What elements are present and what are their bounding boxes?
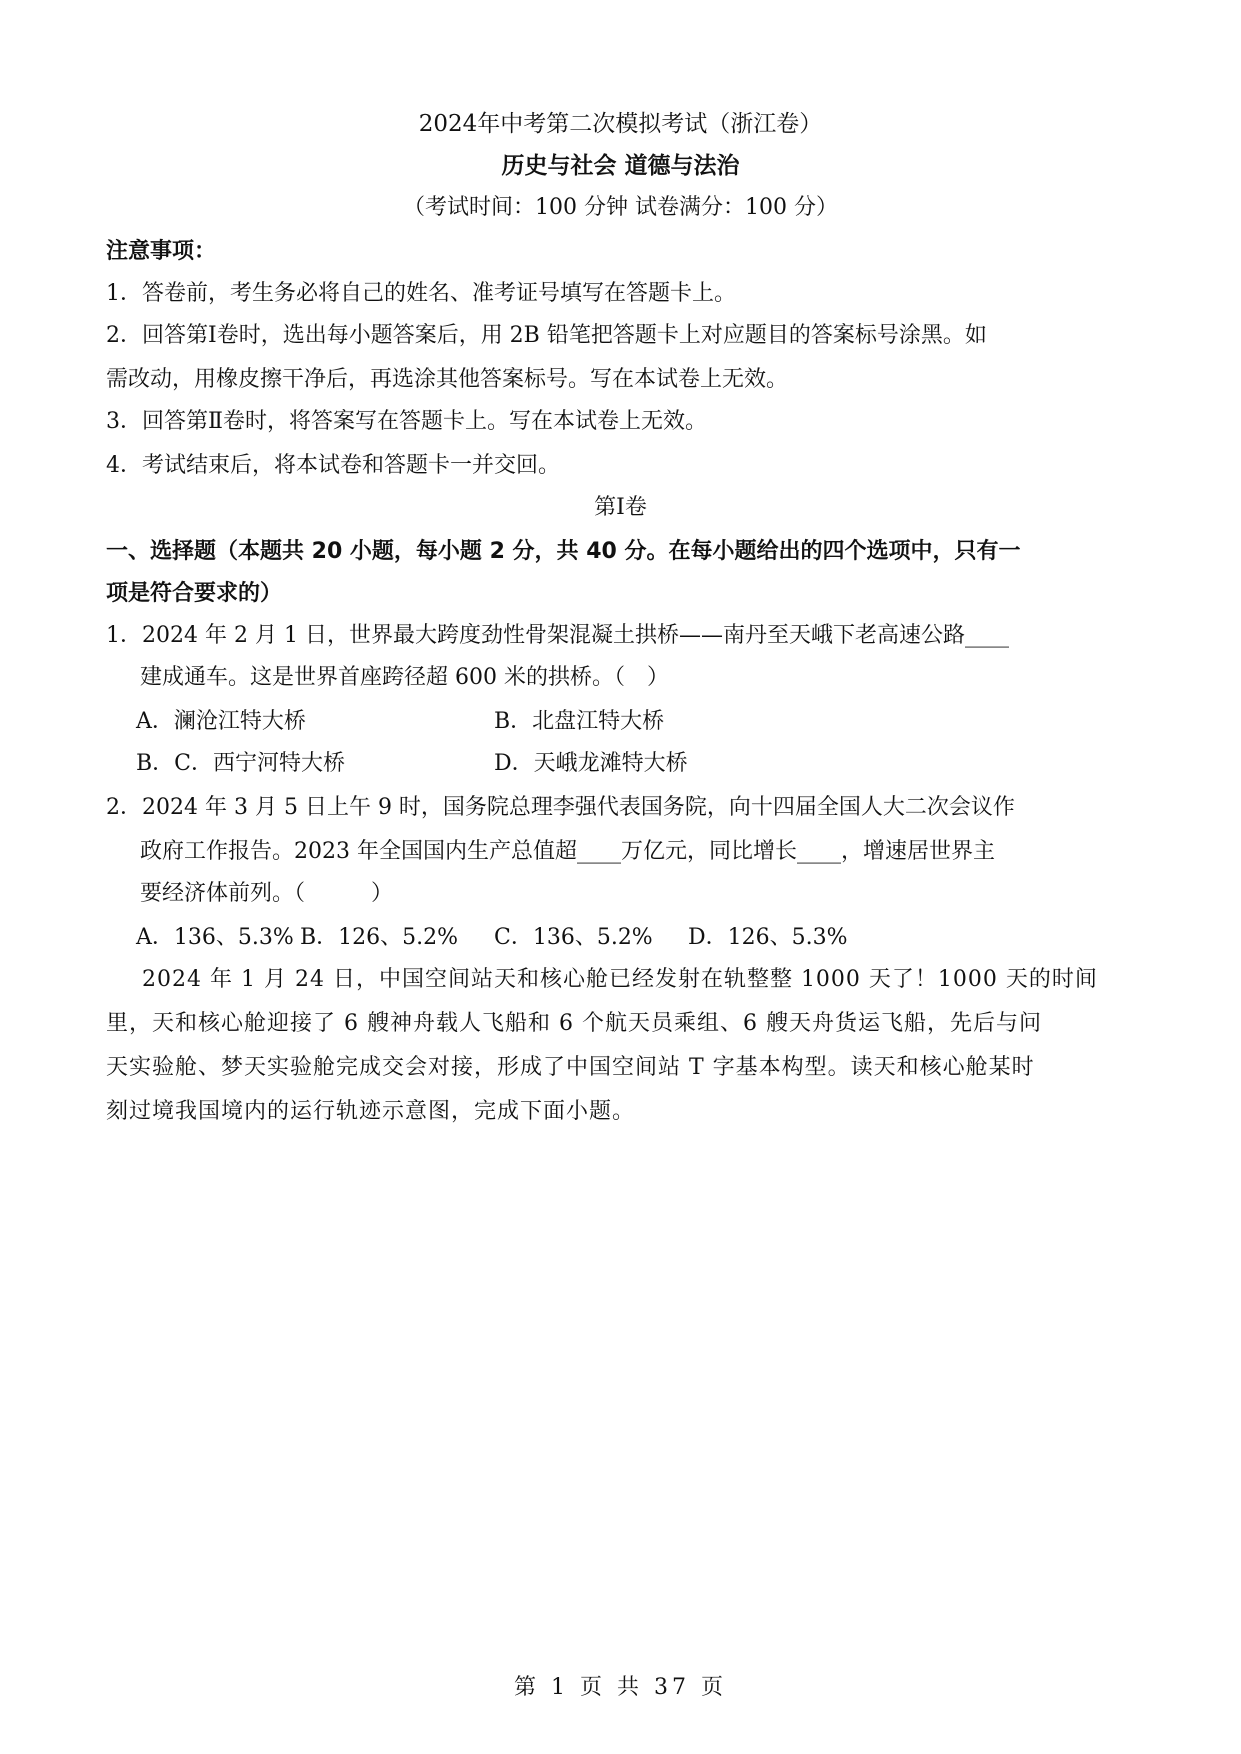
notice-item: 需改动，用橡皮擦干净后，再选涂其他答案标号。写在本试卷上无效。	[106, 367, 789, 392]
passage-line: 天实验舱、梦天实验舱完成交会对接，形成了中国空间站 T 字基本构型。读天和核心舱某时	[106, 1055, 1035, 1080]
question-1-option-c: B．C．西宁河特大桥	[136, 751, 346, 776]
exam-info: （考试时间：100 分钟 试卷满分：100 分）	[403, 195, 838, 220]
notice-heading: 注意事项：	[106, 239, 217, 264]
question-1-option-b: B．北盘江特大桥	[494, 709, 665, 734]
exam-title: 2024年中考第二次模拟考试（浙江卷）	[418, 111, 823, 137]
question-2-stem: 政府工作报告。2023 年全国国内生产总值超____万亿元，同比增长____，增速居世界主	[140, 839, 995, 864]
question-2-stem: 2．2024 年 3 月 5 日上午 9 时，国务院总理李强代表国务院，向十四届全国人大二次会议作	[106, 795, 1015, 820]
question-2-option-a: A．136、5.3%	[136, 925, 294, 950]
question-1-stem: 1．2024 年 2 月 1 日，世界最大跨度劲性骨架混凝土拱桥——南丹至天峨下老高速公路____	[106, 623, 1009, 648]
passage-line: 里，天和核心舱迎接了 6 艘神舟载人飞船和 6 个航天员乘组、6 艘天舟货运飞船，先后与问	[106, 1011, 1042, 1036]
question-2-stem: 要经济体前列。（ ）	[140, 881, 394, 906]
question-2-option-b: B．126、5.2%	[300, 925, 459, 950]
question-1-stem: 建成通车。这是世界首座跨径超 600 米的拱桥。（ ）	[140, 665, 669, 690]
question-1-option-d: D．天峨龙滩特大桥	[494, 751, 688, 776]
section-heading: 项是符合要求的）	[106, 581, 283, 606]
notice-item: 2．回答第Ⅰ卷时，选出每小题答案后，用 2B 铅笔把答题卡上对应题目的答案标号涂黑。如	[106, 323, 987, 348]
notice-item: 4．考试结束后，将本试卷和答题卡一并交回。	[106, 453, 560, 478]
section-heading: 一、选择题（本题共 20 小题，每小题 2 分，共 40 分。在每小题给出的四个选项中，只有一	[106, 539, 1021, 564]
volume-title: 第Ⅰ卷	[594, 495, 647, 520]
passage-line: 2024 年 1 月 24 日，中国空间站天和核心舱已经发射在轨整整 1000 天了！1000 天的时间	[142, 967, 1098, 992]
notice-item: 1．答卷前，考生务必将自己的姓名、准考证号填写在答题卡上。	[106, 281, 736, 306]
question-2-option-c: C．136、5.2%	[494, 925, 653, 950]
page-number: 第 1 页 共 37 页	[514, 1675, 727, 1700]
exam-subtitle: 历史与社会 道德与法治	[501, 153, 740, 179]
passage-line: 刻过境我国境内的运行轨迹示意图，完成下面小题。	[106, 1099, 636, 1124]
notice-item: 3．回答第Ⅱ卷时，将答案写在答题卡上。写在本试卷上无效。	[106, 409, 707, 434]
question-1-option-a: A．澜沧江特大桥	[136, 709, 306, 734]
question-2-option-d: D．126、5.3%	[688, 925, 848, 950]
